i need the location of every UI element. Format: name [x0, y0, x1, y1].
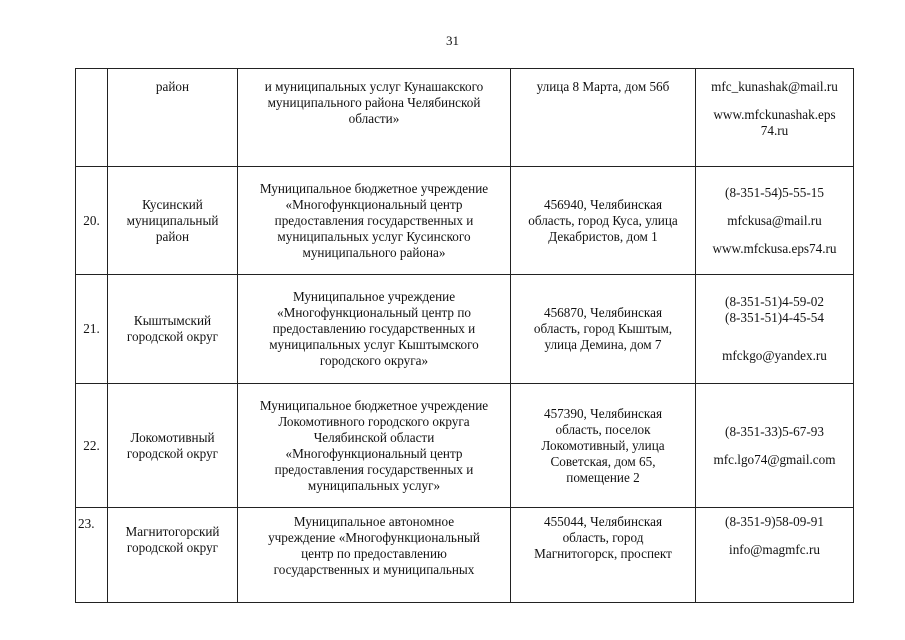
district-cell — [108, 69, 238, 167]
organization-line: муниципального района» — [302, 244, 446, 260]
table-row — [76, 275, 854, 384]
address-cell — [511, 275, 696, 384]
organization-line: области» — [348, 111, 400, 126]
address-line: улица Демина, дом 7 — [544, 337, 662, 352]
organization-line: государственных и муниципальных — [273, 562, 475, 577]
phone: (8-351-54)5-55-15 — [725, 184, 824, 200]
address-cell — [511, 69, 696, 167]
phone: (8-351-33)5-67-93 — [725, 423, 824, 439]
website: www.mfckusa.eps74.ru — [712, 240, 837, 256]
email: mfckgo@yandex.ru — [722, 348, 827, 363]
contacts-cell — [696, 167, 854, 275]
website: www.mfckunashak.eps — [713, 107, 836, 122]
organization-line: Локомотивного городского округа — [278, 413, 470, 429]
contacts-cell — [696, 384, 854, 508]
district-cell — [108, 384, 238, 508]
row-number: 21. — [83, 321, 100, 336]
address-line: 455044, Челябинская — [543, 514, 663, 529]
organization-line: «Многофункциональный центр — [285, 196, 463, 212]
address-line: Декабристов, дом 1 — [548, 228, 658, 244]
organization-line: Муниципальное учреждение — [292, 289, 456, 304]
address-line: область, поселок — [555, 421, 651, 437]
organization-line: муниципальных услуг Кусинского — [277, 228, 471, 244]
mfc-registry-table — [75, 68, 854, 603]
organization-line: муниципального района Челябинской — [267, 95, 481, 110]
district-line: Кыштымский — [133, 313, 212, 328]
row-number: 22. — [83, 437, 100, 453]
address-cell — [511, 384, 696, 508]
email: mfc_kunashak@mail.ru — [711, 79, 838, 94]
district-line: Магнитогорский — [125, 524, 220, 539]
organization-line: муниципальных услуг» — [307, 477, 441, 493]
organization-line: «Многофункциональный центр по — [277, 305, 471, 320]
organization-line: учреждение «Многофункциональный — [268, 530, 480, 545]
table-row — [76, 508, 854, 603]
row-number-cell — [76, 69, 108, 167]
district-line: район — [155, 228, 190, 244]
address-line: улица 8 Марта, дом 56б — [536, 79, 670, 94]
email: info@magmfc.ru — [729, 542, 820, 557]
organization-line: и муниципальных услуг Кунашакского — [264, 79, 484, 94]
district-cell — [108, 508, 238, 603]
row-number: 20. — [83, 212, 100, 228]
district-line: городской округ — [126, 329, 219, 344]
contacts-cell — [696, 69, 854, 167]
row-number-cell — [76, 384, 108, 508]
address-line: 457390, Челябинская — [543, 405, 663, 421]
address-line: помещение 2 — [566, 469, 640, 485]
organization-cell — [238, 384, 511, 508]
organization-cell — [238, 508, 511, 603]
address-line: Магнитогорск, проспект — [534, 546, 672, 561]
table-row — [76, 167, 854, 275]
row-number-cell — [76, 508, 108, 603]
district-line: район — [155, 79, 190, 94]
organization-cell — [238, 167, 511, 275]
website: 74.ru — [760, 123, 789, 138]
organization-line: предоставлению государственных и — [272, 321, 476, 336]
organization-line: Челябинской области — [313, 429, 435, 445]
table-row — [76, 384, 854, 508]
organization-line: предоставления государственных и — [274, 461, 474, 477]
district-line: Локомотивный — [130, 429, 215, 445]
address-line: Локомотивный, улица — [541, 437, 665, 453]
district-cell — [108, 167, 238, 275]
address-line: область, город Кыштым, — [533, 321, 673, 336]
phone: (8-351-9)58-09-91 — [725, 514, 824, 529]
phone: (8-351-51)4-59-02 — [725, 294, 824, 309]
organization-line: предоставления государственных и — [274, 212, 474, 228]
row-number-cell — [76, 167, 108, 275]
organization-cell — [238, 275, 511, 384]
table-row — [76, 69, 854, 167]
page-number: 31 — [446, 33, 459, 48]
address-line: 456940, Челябинская — [543, 196, 663, 212]
district-line: городской округ — [126, 445, 219, 461]
organization-line: «Многофункциональный центр — [285, 445, 463, 461]
district-line: муниципальный — [126, 212, 219, 228]
contacts-cell — [696, 275, 854, 384]
district-line: городской округ — [126, 540, 219, 555]
address-cell — [511, 508, 696, 603]
address-line: 456870, Челябинская — [543, 305, 663, 320]
address-line: Советская, дом 65, — [550, 453, 656, 469]
organization-line: Муниципальное автономное — [293, 514, 455, 529]
organization-cell — [238, 69, 511, 167]
address-line: область, город Куса, улица — [528, 212, 678, 228]
district-cell — [108, 275, 238, 384]
district-line: Кусинский — [142, 196, 203, 212]
organization-line: центр по предоставлению — [301, 546, 447, 561]
organization-line: городского округа» — [319, 353, 429, 368]
email: mfckusa@mail.ru — [727, 212, 822, 228]
phone: (8-351-51)4-45-54 — [725, 310, 824, 325]
contacts-cell — [696, 508, 854, 603]
address-cell — [511, 167, 696, 275]
address-line: область, город — [562, 530, 644, 545]
row-number: 23. — [78, 516, 95, 531]
row-number-cell — [76, 275, 108, 384]
organization-line: муниципальных услуг Кыштымского — [269, 337, 479, 352]
organization-line: Муниципальное бюджетное учреждение — [259, 180, 489, 196]
email: mfc.lgo74@gmail.com — [713, 451, 836, 467]
organization-line: Муниципальное бюджетное учреждение — [259, 397, 489, 413]
